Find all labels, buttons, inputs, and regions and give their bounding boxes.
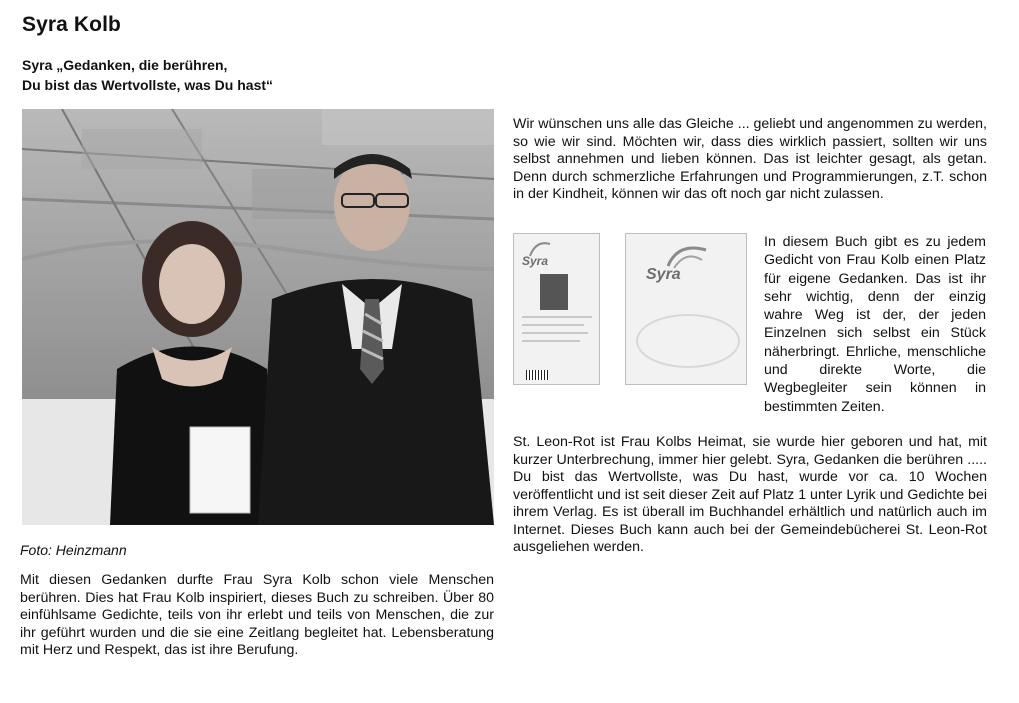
page-title: Syra Kolb: [22, 13, 121, 36]
right-paragraph-1: Wir wünschen uns alle das Gleiche ... geliebt und angenommen zu werden, so wie wir sind. Möchten wir, dass dies wirklich passiert, sollten wir uns selbst annehmen und lieben können. Das ist leichter gesagt, als getan. Denn durch schmerzliche Erfahrungen und Programmierungen, z.T. schon in der Kindheit, können wir das oft noch gar nicht zulassen.: [513, 116, 987, 202]
subtitle-line-1: Syra „Gedanken, die berühren,: [22, 57, 228, 73]
barcode-icon: [526, 370, 548, 380]
photo-syra-kolb: [22, 109, 494, 525]
photo-caption: Foto: Heinzmann: [20, 542, 127, 558]
back-cover-title: Syra: [522, 254, 549, 268]
swirl-logo-icon: [528, 238, 552, 258]
photo-illustration: [22, 109, 494, 525]
left-paragraph: Mit diesen Gedanken durfte Frau Syra Kolb schon viele Menschen berühren. Dies hat Frau Kolb inspiriert, dieses Buch zu schreiben. Über 80 einfühlsame Gedichte, teils von ihr erlebt und teils von Menschen, die zur ihr geführt wurden und die sie eine Zeitlang begleitet hat. Lebensberatung mit Herz und Respekt, das ist ihre Berufung.: [20, 572, 494, 658]
author-portrait: [540, 274, 568, 310]
right-paragraph-2: In diesem Buch gibt es zu jedem Gedicht von Frau Kolb einen Platz für eigene Gedanken. Das ist ihr sehr wichtig, denn der einzig wahre Weg ist der, der jeden Einzelnen sich selbst ein Stück näherbringt. Ehrliche, menschliche und direkte Worte, die Wegbegleiter sein können in bestimmten Zeiten.: [764, 234, 986, 415]
book-back-cover: [513, 233, 600, 385]
book-front-cover: [625, 233, 747, 385]
subtitle-line-2: Du bist das Wertvollste, was Du hast“: [22, 77, 274, 93]
front-cover-title: Syra: [646, 266, 681, 283]
right-paragraph-3: St. Leon-Rot ist Frau Kolbs Heimat, sie wurde hier geboren und hat, mit kurzer Unterbrechung, immer hier gelebt. Syra, Gedanken die berühren ..... Du bist das Wertvollste, was Du hast, wurde vor ca. 10 Wochen veröffentlicht und ist seit dieser Zeit auf Platz 1 unter Lyrik und Gedichte bei ihrem Verlag. Es ist überall im Buchhandel erhältlich und natürlich auch im Internet. Dieses Buch kann auch bei der Gemeindebücherei St. Leon-Rot ausgeliehen werden.: [513, 434, 987, 555]
